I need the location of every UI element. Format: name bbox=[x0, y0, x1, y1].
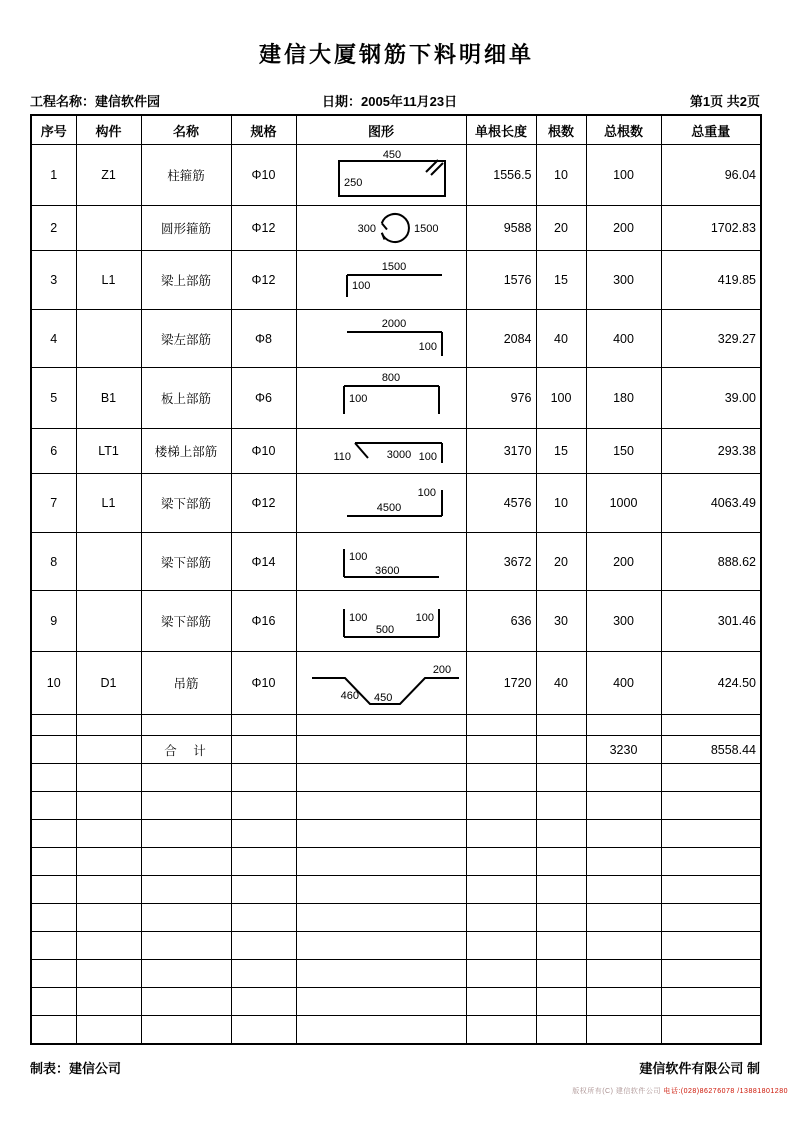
empty-cell bbox=[536, 715, 586, 736]
empty-cell bbox=[231, 1016, 296, 1044]
empty-row bbox=[31, 715, 761, 736]
empty-row bbox=[31, 820, 761, 848]
dim-label: 1500 bbox=[413, 223, 438, 235]
empty-cell bbox=[296, 932, 466, 960]
dim-label: 2000 bbox=[381, 318, 406, 330]
empty-cell bbox=[536, 876, 586, 904]
cell-name: 梁下部筋 bbox=[141, 591, 231, 652]
empty-cell bbox=[31, 876, 76, 904]
cell-no: 3 bbox=[31, 251, 76, 310]
empty-cell bbox=[586, 764, 661, 792]
cell-component bbox=[76, 591, 141, 652]
empty-cell bbox=[586, 932, 661, 960]
empty-cell bbox=[586, 960, 661, 988]
cell-total-weight: 888.62 bbox=[661, 533, 761, 591]
cell-count: 30 bbox=[536, 591, 586, 652]
empty-cell bbox=[76, 988, 141, 1016]
header-unit-length: 单根长度 bbox=[466, 115, 536, 145]
prepared-by-label: 制表：建信公司 bbox=[30, 1060, 122, 1076]
empty-cell bbox=[661, 988, 761, 1016]
cell-no: 8 bbox=[31, 533, 76, 591]
table-row-3 bbox=[31, 251, 761, 310]
rebar-shape-both-hooks-down-diagram bbox=[296, 368, 466, 429]
cell-unit-length: 2084 bbox=[466, 310, 536, 368]
empty-cell bbox=[31, 988, 76, 1016]
table-row-1 bbox=[31, 145, 761, 206]
empty-cell bbox=[586, 792, 661, 820]
cell-component bbox=[76, 310, 141, 368]
cell-count: 10 bbox=[536, 474, 586, 533]
cell-total-weight: 96.04 bbox=[661, 145, 761, 206]
cell-count: 20 bbox=[536, 533, 586, 591]
empty-cell bbox=[231, 820, 296, 848]
cell-name: 楼梯上部筋 bbox=[141, 429, 231, 474]
copyright-line bbox=[0, 1086, 793, 1096]
empty-cell bbox=[231, 876, 296, 904]
cell-name: 板上部筋 bbox=[141, 368, 231, 429]
dim-label: 100 bbox=[418, 451, 437, 463]
project-name-label: 工程名称：建信软件园 bbox=[30, 94, 161, 109]
cell-no: 10 bbox=[31, 652, 76, 715]
empty-cell bbox=[76, 904, 141, 932]
header-component: 构件 bbox=[76, 115, 141, 145]
empty-cell bbox=[231, 988, 296, 1016]
empty-cell bbox=[76, 932, 141, 960]
empty-cell bbox=[231, 736, 296, 764]
cell-unit-length: 9588 bbox=[466, 206, 536, 251]
empty-cell bbox=[141, 848, 231, 876]
cell-spec: Φ12 bbox=[231, 206, 296, 251]
empty-cell bbox=[231, 792, 296, 820]
empty-cell bbox=[141, 904, 231, 932]
table-row-10 bbox=[31, 652, 761, 715]
dim-label: 250 bbox=[343, 177, 362, 189]
dim-label: 4500 bbox=[376, 502, 401, 514]
rebar-shape-left-hook-up-diagram bbox=[296, 533, 466, 591]
cell-total-count: 200 bbox=[586, 533, 661, 591]
cell-spec: Φ10 bbox=[231, 145, 296, 206]
cell-spec: Φ10 bbox=[231, 652, 296, 715]
cell-total-count: 100 bbox=[586, 145, 661, 206]
dim-label: 500 bbox=[375, 624, 394, 636]
empty-cell bbox=[536, 960, 586, 988]
total-weight-value: 8558.44 bbox=[661, 736, 761, 764]
cell-component bbox=[76, 206, 141, 251]
empty-cell bbox=[661, 848, 761, 876]
rebar-shape-diag-left-hook-right-diagram bbox=[296, 429, 466, 474]
cell-name: 梁左部筋 bbox=[141, 310, 231, 368]
cell-spec: Φ6 bbox=[231, 368, 296, 429]
empty-cell bbox=[661, 876, 761, 904]
empty-cell bbox=[141, 988, 231, 1016]
dim-label: 100 bbox=[418, 341, 437, 353]
dim-label: 100 bbox=[417, 487, 436, 499]
cell-count: 20 bbox=[536, 206, 586, 251]
empty-cell bbox=[296, 1016, 466, 1044]
empty-cell bbox=[76, 792, 141, 820]
cell-spec: Φ10 bbox=[231, 429, 296, 474]
cell-unit-length: 3672 bbox=[466, 533, 536, 591]
empty-cell bbox=[31, 820, 76, 848]
cell-unit-length: 1556.5 bbox=[466, 145, 536, 206]
empty-cell bbox=[536, 988, 586, 1016]
empty-cell bbox=[296, 848, 466, 876]
cell-spec: Φ16 bbox=[231, 591, 296, 652]
empty-cell bbox=[586, 848, 661, 876]
cell-count: 40 bbox=[536, 652, 586, 715]
dim-label: 100 bbox=[351, 280, 370, 292]
cell-component: L1 bbox=[76, 474, 141, 533]
cell-total-weight: 39.00 bbox=[661, 368, 761, 429]
empty-cell bbox=[76, 764, 141, 792]
page-title: 建信大厦钢筋下料明细单 bbox=[258, 42, 534, 67]
cell-component: Z1 bbox=[76, 145, 141, 206]
empty-row bbox=[31, 764, 761, 792]
cell-total-weight: 301.46 bbox=[661, 591, 761, 652]
dim-label: 450 bbox=[373, 692, 392, 704]
cell-total-count: 300 bbox=[586, 251, 661, 310]
cell-name: 吊筋 bbox=[141, 652, 231, 715]
rebar-shape-both-hooks-up-diagram bbox=[296, 591, 466, 652]
empty-cell bbox=[141, 876, 231, 904]
dim-label: 100 bbox=[415, 612, 434, 624]
rebar-shape-closed-rect-diagram bbox=[296, 145, 466, 206]
empty-cell bbox=[141, 764, 231, 792]
empty-cell bbox=[296, 876, 466, 904]
phone-text: 电话:(028)86276078 /13881801280 bbox=[663, 1087, 788, 1095]
table-row-2 bbox=[31, 206, 761, 251]
rebar-shape-left-hook-down-diagram bbox=[296, 251, 466, 310]
cell-unit-length: 976 bbox=[466, 368, 536, 429]
cell-unit-length: 4576 bbox=[466, 474, 536, 533]
header-shape: 图形 bbox=[296, 115, 466, 145]
cell-total-count: 180 bbox=[586, 368, 661, 429]
empty-cell bbox=[661, 792, 761, 820]
empty-row bbox=[31, 932, 761, 960]
empty-cell bbox=[586, 820, 661, 848]
cell-spec: Φ12 bbox=[231, 251, 296, 310]
empty-cell bbox=[296, 764, 466, 792]
empty-cell bbox=[586, 715, 661, 736]
cell-total-count: 1000 bbox=[586, 474, 661, 533]
cell-component: D1 bbox=[76, 652, 141, 715]
cell-component: B1 bbox=[76, 368, 141, 429]
empty-cell bbox=[466, 736, 536, 764]
empty-cell bbox=[231, 960, 296, 988]
empty-cell bbox=[141, 715, 231, 736]
cell-name: 梁上部筋 bbox=[141, 251, 231, 310]
cell-no: 1 bbox=[31, 145, 76, 206]
empty-cell bbox=[141, 960, 231, 988]
cell-spec: Φ12 bbox=[231, 474, 296, 533]
empty-cell bbox=[536, 820, 586, 848]
empty-cell bbox=[31, 792, 76, 820]
cell-count: 10 bbox=[536, 145, 586, 206]
empty-cell bbox=[76, 848, 141, 876]
empty-cell bbox=[296, 904, 466, 932]
empty-cell bbox=[141, 820, 231, 848]
empty-cell bbox=[536, 904, 586, 932]
table-row-8 bbox=[31, 533, 761, 591]
cell-name: 柱箍筋 bbox=[141, 145, 231, 206]
empty-cell bbox=[141, 792, 231, 820]
empty-cell bbox=[31, 932, 76, 960]
empty-cell bbox=[296, 960, 466, 988]
empty-cell bbox=[536, 848, 586, 876]
cell-component: LT1 bbox=[76, 429, 141, 474]
empty-cell bbox=[296, 988, 466, 1016]
cell-no: 7 bbox=[31, 474, 76, 533]
empty-row bbox=[31, 904, 761, 932]
empty-cell bbox=[466, 820, 536, 848]
cell-total-weight: 4063.49 bbox=[661, 474, 761, 533]
empty-cell bbox=[466, 960, 536, 988]
table-row-9 bbox=[31, 591, 761, 652]
total-row bbox=[31, 736, 761, 764]
cell-no: 9 bbox=[31, 591, 76, 652]
empty-cell bbox=[586, 904, 661, 932]
empty-row bbox=[31, 1016, 761, 1044]
table-row-5 bbox=[31, 368, 761, 429]
empty-cell bbox=[31, 764, 76, 792]
rebar-shape-crank-diagram bbox=[296, 652, 466, 715]
rebar-shape-right-hook-down-diagram bbox=[296, 310, 466, 368]
cell-unit-length: 636 bbox=[466, 591, 536, 652]
dim-label: 3000 bbox=[386, 449, 411, 461]
table-row-6 bbox=[31, 429, 761, 474]
empty-cell bbox=[536, 736, 586, 764]
cell-component: L1 bbox=[76, 251, 141, 310]
empty-cell bbox=[586, 988, 661, 1016]
copyright-text: 版权所有(C) 建信软件公司 bbox=[572, 1087, 661, 1095]
cell-total-weight: 293.38 bbox=[661, 429, 761, 474]
cell-spec: Φ14 bbox=[231, 533, 296, 591]
cell-count: 15 bbox=[536, 429, 586, 474]
empty-cell bbox=[76, 736, 141, 764]
cell-total-count: 200 bbox=[586, 206, 661, 251]
empty-cell bbox=[296, 820, 466, 848]
empty-cell bbox=[661, 960, 761, 988]
total-count-value: 3230 bbox=[586, 736, 661, 764]
header-total-count: 总根数 bbox=[586, 115, 661, 145]
empty-cell bbox=[536, 764, 586, 792]
empty-cell bbox=[76, 820, 141, 848]
empty-cell bbox=[466, 904, 536, 932]
empty-cell bbox=[76, 715, 141, 736]
empty-cell bbox=[76, 876, 141, 904]
total-label: 合 计 bbox=[141, 736, 231, 764]
meta-row bbox=[30, 91, 760, 109]
empty-cell bbox=[31, 1016, 76, 1044]
cell-unit-length: 3170 bbox=[466, 429, 536, 474]
empty-cell bbox=[296, 736, 466, 764]
dim-label: 100 bbox=[348, 551, 367, 563]
date-label: 日期：2005年11月23日 bbox=[322, 94, 458, 109]
cell-total-weight: 419.85 bbox=[661, 251, 761, 310]
empty-cell bbox=[466, 1016, 536, 1044]
empty-cell bbox=[466, 988, 536, 1016]
cell-total-weight: 424.50 bbox=[661, 652, 761, 715]
cell-total-weight: 1702.83 bbox=[661, 206, 761, 251]
dim-label: 300 bbox=[357, 223, 376, 235]
dim-label: 450 bbox=[382, 149, 401, 161]
empty-cell bbox=[586, 1016, 661, 1044]
cell-total-weight: 329.27 bbox=[661, 310, 761, 368]
cell-unit-length: 1576 bbox=[466, 251, 536, 310]
empty-cell bbox=[536, 1016, 586, 1044]
empty-cell bbox=[231, 932, 296, 960]
header-count: 根数 bbox=[536, 115, 586, 145]
cell-total-count: 400 bbox=[586, 652, 661, 715]
cell-name: 梁下部筋 bbox=[141, 533, 231, 591]
footer-row bbox=[30, 1058, 760, 1077]
cell-count: 40 bbox=[536, 310, 586, 368]
maker-label: 建信软件有限公司 制 bbox=[639, 1060, 760, 1076]
empty-cell bbox=[231, 715, 296, 736]
cell-spec: Φ8 bbox=[231, 310, 296, 368]
empty-cell bbox=[31, 736, 76, 764]
empty-cell bbox=[536, 932, 586, 960]
dim-label: 100 bbox=[348, 612, 367, 624]
cell-count: 100 bbox=[536, 368, 586, 429]
header-name: 名称 bbox=[141, 115, 231, 145]
empty-cell bbox=[296, 715, 466, 736]
empty-cell bbox=[231, 764, 296, 792]
empty-cell bbox=[661, 764, 761, 792]
header-row bbox=[31, 115, 761, 145]
empty-cell bbox=[661, 904, 761, 932]
empty-cell bbox=[466, 932, 536, 960]
rebar-shape-circle-diagram bbox=[296, 206, 466, 251]
cell-total-count: 400 bbox=[586, 310, 661, 368]
empty-cell bbox=[31, 848, 76, 876]
empty-cell bbox=[231, 904, 296, 932]
cell-no: 6 bbox=[31, 429, 76, 474]
empty-cell bbox=[466, 792, 536, 820]
empty-row bbox=[31, 848, 761, 876]
cell-no: 5 bbox=[31, 368, 76, 429]
empty-cell bbox=[31, 904, 76, 932]
dim-label: 800 bbox=[381, 372, 400, 384]
empty-row bbox=[31, 960, 761, 988]
empty-cell bbox=[466, 876, 536, 904]
dim-label: 460 bbox=[340, 690, 359, 702]
empty-cell bbox=[586, 876, 661, 904]
cell-no: 4 bbox=[31, 310, 76, 368]
table-row-7 bbox=[31, 474, 761, 533]
rebar-shape-right-hook-up-diagram bbox=[296, 474, 466, 533]
table-row-4 bbox=[31, 310, 761, 368]
cell-count: 15 bbox=[536, 251, 586, 310]
empty-cell bbox=[31, 960, 76, 988]
empty-cell bbox=[466, 764, 536, 792]
page-number-label: 第1页 共2页 bbox=[689, 94, 760, 109]
cell-total-count: 150 bbox=[586, 429, 661, 474]
dim-label: 100 bbox=[348, 393, 367, 405]
dim-label: 3600 bbox=[374, 565, 399, 577]
cell-component bbox=[76, 533, 141, 591]
empty-cell bbox=[76, 960, 141, 988]
empty-cell bbox=[296, 792, 466, 820]
header-no: 序号 bbox=[31, 115, 76, 145]
rebar-detail-table bbox=[30, 114, 762, 1045]
empty-cell bbox=[31, 715, 76, 736]
empty-row bbox=[31, 988, 761, 1016]
empty-cell bbox=[231, 848, 296, 876]
empty-cell bbox=[76, 1016, 141, 1044]
cell-total-count: 300 bbox=[586, 591, 661, 652]
cell-unit-length: 1720 bbox=[466, 652, 536, 715]
empty-cell bbox=[536, 792, 586, 820]
empty-cell bbox=[141, 932, 231, 960]
dim-label: 110 bbox=[332, 451, 351, 463]
empty-cell bbox=[661, 820, 761, 848]
empty-row bbox=[31, 876, 761, 904]
empty-cell bbox=[661, 932, 761, 960]
cell-name: 圆形箍筋 bbox=[141, 206, 231, 251]
dim-label: 1500 bbox=[381, 261, 406, 273]
empty-cell bbox=[466, 715, 536, 736]
cell-name: 梁下部筋 bbox=[141, 474, 231, 533]
empty-row bbox=[31, 792, 761, 820]
header-spec: 规格 bbox=[231, 115, 296, 145]
empty-cell bbox=[661, 1016, 761, 1044]
cell-no: 2 bbox=[31, 206, 76, 251]
empty-cell bbox=[141, 1016, 231, 1044]
header-total-weight: 总重量 bbox=[661, 115, 761, 145]
empty-cell bbox=[466, 848, 536, 876]
dim-label: 200 bbox=[432, 664, 451, 676]
empty-cell bbox=[661, 715, 761, 736]
